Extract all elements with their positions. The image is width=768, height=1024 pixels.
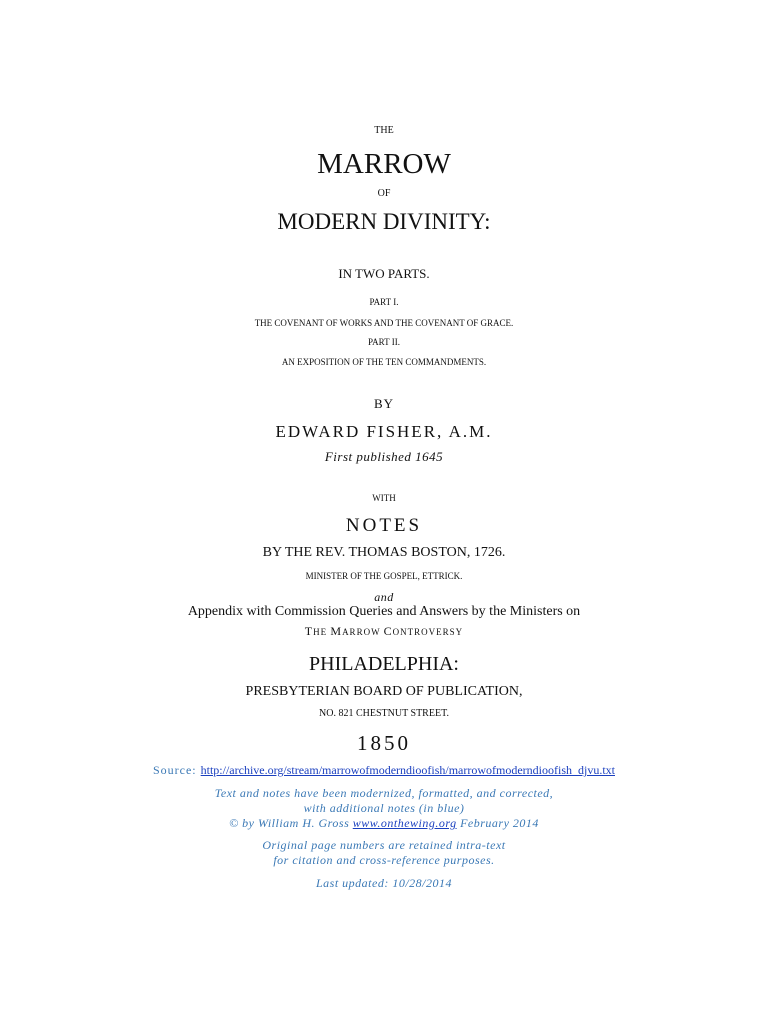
part1-label: PART I. [369, 297, 399, 307]
modernized-line-1: Text and notes have been modernized, formatted, and corrected, [214, 786, 554, 800]
page-numbers-line-1: Original page numbers are retained intra-text [262, 838, 506, 852]
with-word: WITH [372, 493, 396, 503]
city-philadelphia: PHILADELPHIA: [309, 653, 459, 675]
minister-line: MINISTER OF THE GOSPEL, ETTRICK. [305, 571, 463, 581]
source-line [0, 764, 768, 776]
appendix-line: Appendix with Commission Queries and Answers by the Ministers on [187, 604, 581, 619]
publication-year: 1850 [357, 731, 411, 755]
part1-title: THE COVENANT OF WORKS AND THE COVENANT OF GRACE. [254, 318, 514, 328]
publisher-name: PRESBYTERIAN BOARD OF PUBLICATION, [245, 684, 523, 699]
in-two-parts: IN TWO PARTS. [338, 266, 430, 281]
and-word: and [374, 590, 394, 604]
source-link[interactable]: http://archive.org/stream/marrowofmoderndioofish/marrowofmoderndioofish_djvu.txt [200, 763, 615, 777]
notes-heading: NOTES [345, 515, 423, 536]
notes-by: BY THE REV. THOMAS BOSTON, 1726. [262, 545, 506, 560]
onthewing-link[interactable]: www.onthewing.org [352, 816, 457, 830]
modernized-line-2: with additional notes (in blue) [303, 801, 465, 815]
copyright-line: © by William H. Gross www.onthewing.org February 2014 [229, 816, 539, 830]
title-modern-divinity: MODERN DIVINITY: [277, 209, 491, 234]
part2-label: PART II. [368, 337, 400, 347]
marrow-controversy: THE MARROW CONTROVERSY [304, 624, 464, 638]
page-numbers-line-2: for citation and cross-reference purposes. [273, 853, 495, 867]
by-word: BY [373, 396, 395, 411]
of-word: OF [377, 188, 391, 199]
last-updated: Last updated: 10/28/2014 [315, 876, 452, 890]
publisher-address: NO. 821 CHESTNUT STREET. [319, 708, 449, 719]
the-word: THE [374, 125, 394, 136]
first-published: First published 1645 [324, 449, 444, 464]
part2-title: AN EXPOSITION OF THE TEN COMMANDMENTS. [281, 357, 487, 367]
source-label: Source: [152, 763, 201, 777]
title-marrow: MARROW [317, 148, 451, 180]
author-name: EDWARD FISHER, A.M. [275, 422, 493, 441]
